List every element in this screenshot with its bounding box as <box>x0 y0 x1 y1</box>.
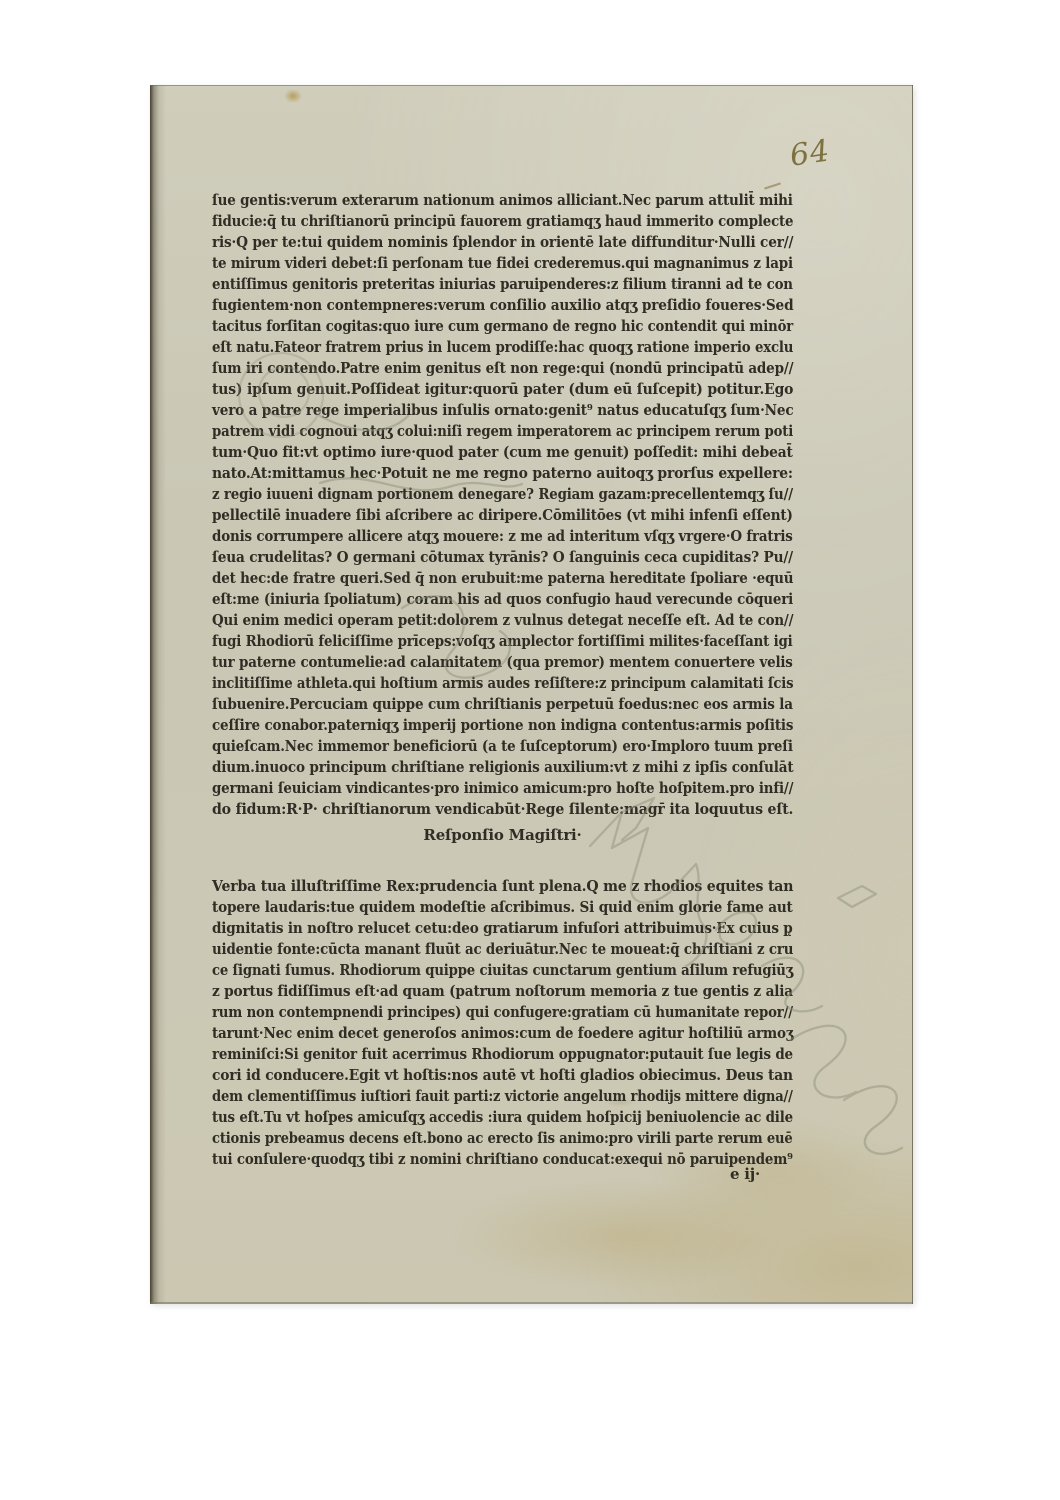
text-line: pellectilē inuadere ſibi aſcribere ac diripere.Cōmilitōes (vt mihi infenſi eſſent) <box>212 506 793 524</box>
text-line: nato.At:mittamus hec·Potuit ne me regno paterno auitoqʒ prorſus expellere: <box>212 464 793 482</box>
text-line: quieſcam.Nec immemor beneficiorū (a te ſuſceptorum) ero·Imploro tuum preſi <box>212 737 793 755</box>
quire-signature: e ij· <box>729 1165 761 1183</box>
text-line: ce ſignati ſumus. Rhodiorum quippe ciuitas cunctarum gentium aſilum refugiūʒ <box>212 961 794 979</box>
text-line: fugientem·non contempneres:verum conſilio auxilio atqʒ preſidio foueres·Sed <box>212 296 794 314</box>
text-line: eſt natu.Fateor fratrem prius in lucem prodiſſe:hac quoqʒ ratione imperio exclu <box>212 338 794 356</box>
text-line: dem clementiſſimus iuſtiori fauit parti:z victorie angelum rhodijs mittere digna// <box>212 1087 793 1105</box>
text-line: tui conſulere·quodqʒ tibi z nomini chriſtiano conducat:exequi nō paruipendem⁹ <box>212 1150 793 1168</box>
text-line: vero a patre rege imperialibus inſulis ornato:genit⁹ natus educatuſqʒ ſum·Nec <box>212 401 794 419</box>
folio-number: 64 <box>787 133 833 174</box>
text-line: Qui enim medici operam petit:dolorem z vulnus detegat neceſſe eſt. Ad te con// <box>212 611 794 629</box>
text-line: z portus fidiſſimus eſt·ad quam (patrum noſtorum memoria z tue gentis z alia <box>212 982 793 1000</box>
text-line: patrem vidi cognoui atqʒ colui:niſi regem imperatorem ac principem rerum poti <box>212 422 794 440</box>
text-line: tus) ipſum genuit.Poſſideat igitur:quorū pater (dum eū ſuſcepit) potitur.Ego <box>212 380 794 398</box>
text-line: do fidum:R·P· chriſtianorum vendicabūt·Rege ſilente:magr̄ ita loquutus eſt. <box>212 800 794 818</box>
text-line: ſum iri contendo.Patre enim genitus eſt non rege:qui (nondū principatū adep// <box>212 359 794 377</box>
text-line: te mirum videri debet:ſi perſonam tue fidei crederemus.qui magnanimus z lapi <box>212 254 793 272</box>
text-line: Verba tua illuſtriſſime Rex:prudencia ſunt plena.Q̨ me z rhodios equites tan <box>212 877 794 895</box>
text-line: ſue gentis:verum exterarum nationum animos alliciant.Nec parum attulit̄ mihi <box>212 191 793 209</box>
text-line: ctionis prebeamus decens eſt.bono ac erecto ſis animo:pro virili parte rerum euē <box>212 1129 793 1147</box>
text-line: uidentie fonte:cūcta manant fluūt ac deriuātur.Nec te moueat:q̄ chriſtiani z cru <box>212 940 794 958</box>
text-line: inclitiſſime athleta.qui hoſtium armis audes reſiſtere:z principum calamitati ſcis <box>212 674 794 692</box>
text-line: fiducie:q̄ tu chriſtianorū principū fauorem gratiamqʒ haud immerito complecte <box>212 212 794 230</box>
text-line: ris·Q̨ per te:tui quidem nominis ſplendor in orientē late diffunditur·Nulli cer// <box>212 233 794 251</box>
text-line: fugi Rhodiorū feliciſſime prīceps:voſqʒ amplector fortiſſimi milites·faceſſant igi <box>212 632 793 650</box>
text-line: tarunt·Nec enim decet generoſos animos:cum de foedere agitur hoſtiliū armoʒ <box>212 1024 794 1042</box>
text-line: topere laudaris:tue quidem modeſtie aſcribimus. Si quid enim glorie fame aut <box>212 898 793 916</box>
text-line: det hec:de fratre queri.Sed q̄ non erubuit:me paterna hereditate ſpoliare ·equū <box>212 569 794 587</box>
text-line: ſubuenire.Percuciam quippe cum chriſtianis perpetuū foedus:nec eos armis la <box>212 695 793 713</box>
paragraph-master-response <box>212 876 793 1170</box>
text-line: eſt:me (iniuria ſpoliatum) coram his ad quos confugio haud verecunde cōqueri <box>212 590 794 608</box>
section-heading: Reſponſio Magiſtri· <box>423 826 582 844</box>
text-line: z regio iuueni dignam portionem denegare? Regiam gazam:precellentemqʒ ſu// <box>212 485 793 503</box>
text-line: cori id conducere.Egit vt hoſtis:nos autē vt hoſti gladios obiecimus. Deus tan <box>212 1066 793 1084</box>
book-page-scan <box>150 85 913 1304</box>
text-line: tur paterne contumelie:ad calamitatem (qua premor) mentem conuertere velis <box>212 653 793 671</box>
text-line: donis corrumpere allicere atqʒ mouere: z me ad interitum vſqʒ vrgere·O fratris <box>212 527 793 545</box>
text-line: ſeua crudelitas? O germani cōtumax tyrānis? O ſanguinis ceca cupiditas? Pu// <box>212 548 793 566</box>
text-line: entiſſimus genitoris preteritas iniurias paruipenderes:z filium tiranni ad te con <box>212 275 793 293</box>
text-line: dium.inuoco principum chriſtiane religionis auxilium:vt z mihi z ipſis conſulāt <box>212 758 794 776</box>
text-line: dignitatis in noſtro relucet cetu:deo gratiarum infuſori attribuimus·Ex cuius p̨ <box>212 919 793 937</box>
text-line: tum·Quo fit:vt optimo iure·quod pater (cum me genuit) poſſedit: mihi debeat̄ <box>212 443 793 461</box>
text-line: germani ſeuiciam vindicantes·pro inimico amicum:pro hoſte hoſpitem.pro infi// <box>212 779 794 797</box>
text-line: ceſſire conabor.paterniqʒ imperij portione non indigna contentus:armis poſitis <box>212 716 794 734</box>
text-line: reminiſci:Si genitor fuit acerrimus Rhodiorum oppugnator:putauit ſue legis de <box>212 1045 793 1063</box>
text-line: tus eſt.Tu vt hoſpes amicuſqʒ accedis :iura quidem hoſpicij beniuolencie ac dile <box>212 1108 793 1126</box>
text-line: tacitus forſitan cogitas:quo iure cum germano de regno hic contendit qui minōr <box>212 317 794 335</box>
paragraph-royal-speech <box>212 190 793 820</box>
folio-flourish-mark <box>764 182 781 189</box>
text-line: rum non contempnendi principes) qui confugere:gratiam cū humanitate repor// <box>212 1003 793 1021</box>
